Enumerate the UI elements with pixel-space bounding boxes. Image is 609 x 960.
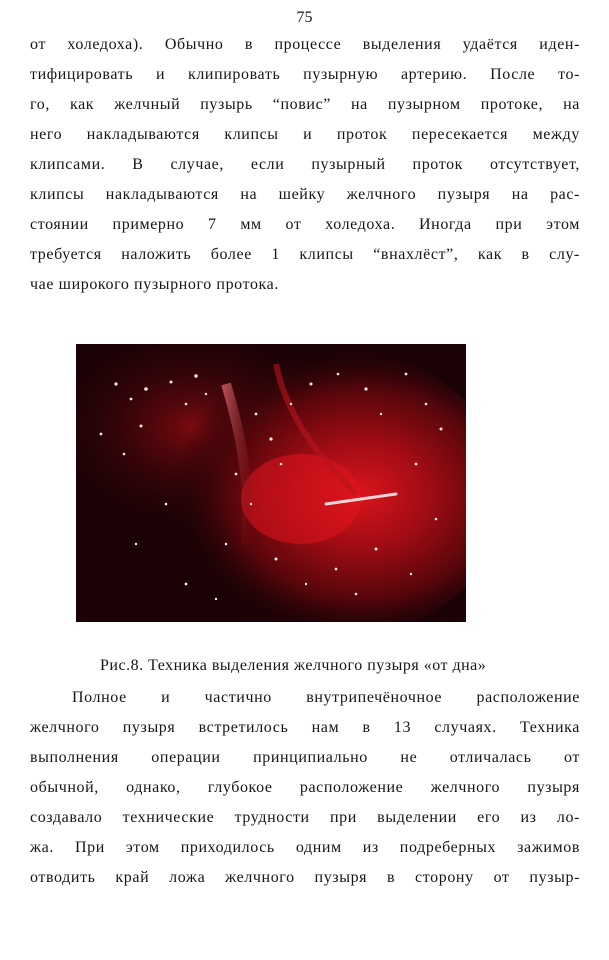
paragraph-line: него накладываются клипсы и проток пересекается между xyxy=(30,126,580,143)
paragraph-line: жа. При этом приходилось одним из подреберных зажимов xyxy=(30,839,580,856)
paragraph-line: требуется наложить более 1 клипсы “внахлёст”, как в слу- xyxy=(30,246,580,263)
paragraph-line: желчного пузыря встретилось нам в 13 случаях. Техника xyxy=(30,719,580,736)
paragraph-line: клипсы накладываются на шейку желчного пузыря на рас- xyxy=(30,186,580,203)
paragraph-line: отводить край ложа желчного пузыря в сторону от пузыр- xyxy=(30,869,580,886)
bottom-paragraph xyxy=(30,683,580,893)
paragraph-line: Полное и частично внутрипечёночное расположение xyxy=(72,689,580,706)
paragraph-line: тифицировать и клипировать пузырную артерию. После то- xyxy=(30,66,580,83)
paragraph-line: го, как желчный пузырь “повис” на пузырном протоке, на xyxy=(30,96,580,113)
surgical-photo xyxy=(76,344,466,622)
paragraph-line: стоянии примерно 7 мм от холедоха. Иногда при этом xyxy=(30,216,580,233)
paragraph-line: выполнения операции принципиально не отличалась от xyxy=(30,749,580,766)
top-paragraph xyxy=(30,30,580,300)
paragraph-line: чае широкого пузырного протока. xyxy=(30,276,279,293)
paragraph-line: создавало технические трудности при выделении его из ло- xyxy=(30,809,580,826)
paragraph-line: клипсами. В случае, если пузырный проток отсутствует, xyxy=(30,156,580,173)
paragraph-line: от холедоха). Обычно в процессе выделения удаётся иден- xyxy=(30,36,580,53)
page-number: 75 xyxy=(296,9,313,26)
paragraph-line: обычной, однако, глубокое расположение желчного пузыря xyxy=(30,779,580,796)
figure-caption: Рис.8. Техника выделения желчного пузыря «от дна» xyxy=(100,657,487,674)
surgical-photo-image xyxy=(76,344,466,622)
